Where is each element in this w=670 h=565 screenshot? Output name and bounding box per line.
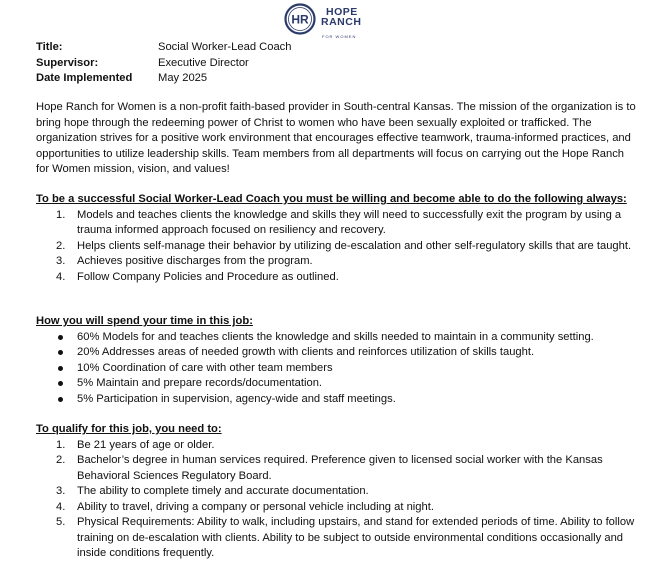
- item-text: 60% Models for and teaches clients the knowledge and skills needed to maintain in a community setting.: [77, 330, 594, 343]
- list-item: [36, 330, 636, 346]
- item-number: 3.: [56, 485, 66, 497]
- list-item: [36, 376, 636, 392]
- item-number: 2.: [56, 239, 66, 252]
- responsibilities-list: [36, 208, 636, 286]
- item-text: Follow Company Policies and Procedure as outlined.: [77, 270, 339, 283]
- meta-label: Title:: [36, 41, 63, 53]
- logo-line-for-women: FOR WOMEN: [322, 34, 357, 39]
- bullet-icon: [58, 366, 63, 371]
- item-text: 5% Maintain and prepare records/documentation.: [77, 377, 323, 389]
- meta-value: Social Worker-Lead Coach: [158, 41, 292, 53]
- list-item: [36, 270, 636, 286]
- logo-initials: HR: [291, 12, 309, 27]
- list-item: [36, 361, 636, 377]
- meta-row-date: [36, 71, 292, 87]
- time-allocation-list: [36, 330, 636, 408]
- item-text: Be 21 years of age or older.: [77, 438, 215, 451]
- list-item: [36, 484, 636, 500]
- meta-label: Supervisor:: [36, 56, 99, 69]
- item-number: 2.: [56, 454, 66, 466]
- item-number: 3.: [56, 255, 66, 267]
- list-item: [36, 254, 636, 270]
- hope-ranch-logo: [284, 3, 384, 37]
- bullet-icon: [58, 350, 63, 355]
- logo-line-hope: HOPE: [326, 6, 358, 18]
- item-number: 4.: [56, 270, 66, 283]
- qualifications-list: [36, 438, 636, 562]
- section-title: To qualify for this job, you need to:: [36, 423, 222, 435]
- item-text: Ability to travel, driving a company or personal vehicle including at night.: [77, 500, 434, 513]
- item-text: 20% Addresses areas of needed growth with clients and reinforces utilization of skills taught.: [77, 346, 535, 358]
- item-number: 1.: [56, 438, 66, 451]
- list-item: [36, 345, 636, 361]
- item-number: 5.: [56, 516, 66, 528]
- bullet-icon: [58, 397, 63, 402]
- item-text: The ability to complete timely and accurate documentation.: [77, 485, 369, 497]
- item-text: Helps clients self-manage their behavior by utilizing de-escalation and other self-regulatory skills that are taught.: [77, 239, 632, 252]
- list-item: [36, 438, 636, 454]
- bullet-icon: [58, 381, 63, 386]
- list-item: [36, 515, 636, 562]
- logo-wordmark: [321, 7, 361, 27]
- item-number: 4.: [56, 500, 66, 513]
- section-time-allocation: [36, 314, 636, 407]
- meta-value: Executive Director: [158, 56, 249, 69]
- hr-logo-icon: [284, 3, 316, 35]
- section-qualifications: [36, 422, 636, 562]
- list-item: [36, 453, 636, 484]
- item-number: 1.: [56, 208, 66, 221]
- logo-line-ranch: RANCH: [321, 16, 362, 28]
- list-item: [36, 500, 636, 516]
- list-item: [36, 239, 636, 255]
- job-meta: [36, 40, 292, 87]
- item-text: Physical Requirements: Ability to walk, including upstairs, and stand for extended periods of time. Ability to follow training on de-escalation with clients. Ability to be subject to outside environmental conditions occasionally and inside conditions frequently.: [77, 516, 635, 559]
- section-title: How you will spend your time in this job:: [36, 315, 253, 327]
- item-text: Bachelor’s degree in human services required. Preference given to licensed social worker with the Kansas Behavioral Sciences Regulatory Board.: [77, 454, 603, 482]
- bullet-icon: [58, 335, 63, 340]
- list-item: [36, 392, 636, 408]
- section-title: To be a successful Social Worker-Lead Coach you must be willing and become able to do the following always:: [36, 193, 627, 205]
- intro-paragraph: Hope Ranch for Women is a non-profit faith-based provider in South-central Kansas. The mission of the organization is to bring hope through the redeeming power of Christ to women who have been sexually exploited or trafficked. The organization strives for a positive work environment that encourages effective teamwork, trauma-informed practices, and opportunities to utilize leadership skills. Team members from all departments will focus on carrying out the Hope Ranch for Women mission, vision, and values!: [36, 101, 636, 175]
- section-responsibilities: [36, 192, 636, 285]
- meta-row-title: [36, 40, 292, 56]
- list-item: [36, 208, 636, 239]
- item-text: 10% Coordination of care with other team members: [77, 361, 333, 374]
- item-text: 5% Participation in supervision, agency-wide and staff meetings.: [77, 392, 396, 405]
- meta-label: Date Implemented: [36, 72, 133, 84]
- item-text: Models and teaches clients the knowledge and skills they will need to successfully exit the program by using a trauma informed approach focused on resiliency and recovery.: [77, 208, 622, 236]
- item-text: Achieves positive discharges from the program.: [77, 255, 313, 267]
- meta-value: May 2025: [158, 72, 208, 84]
- meta-row-supervisor: [36, 56, 292, 72]
